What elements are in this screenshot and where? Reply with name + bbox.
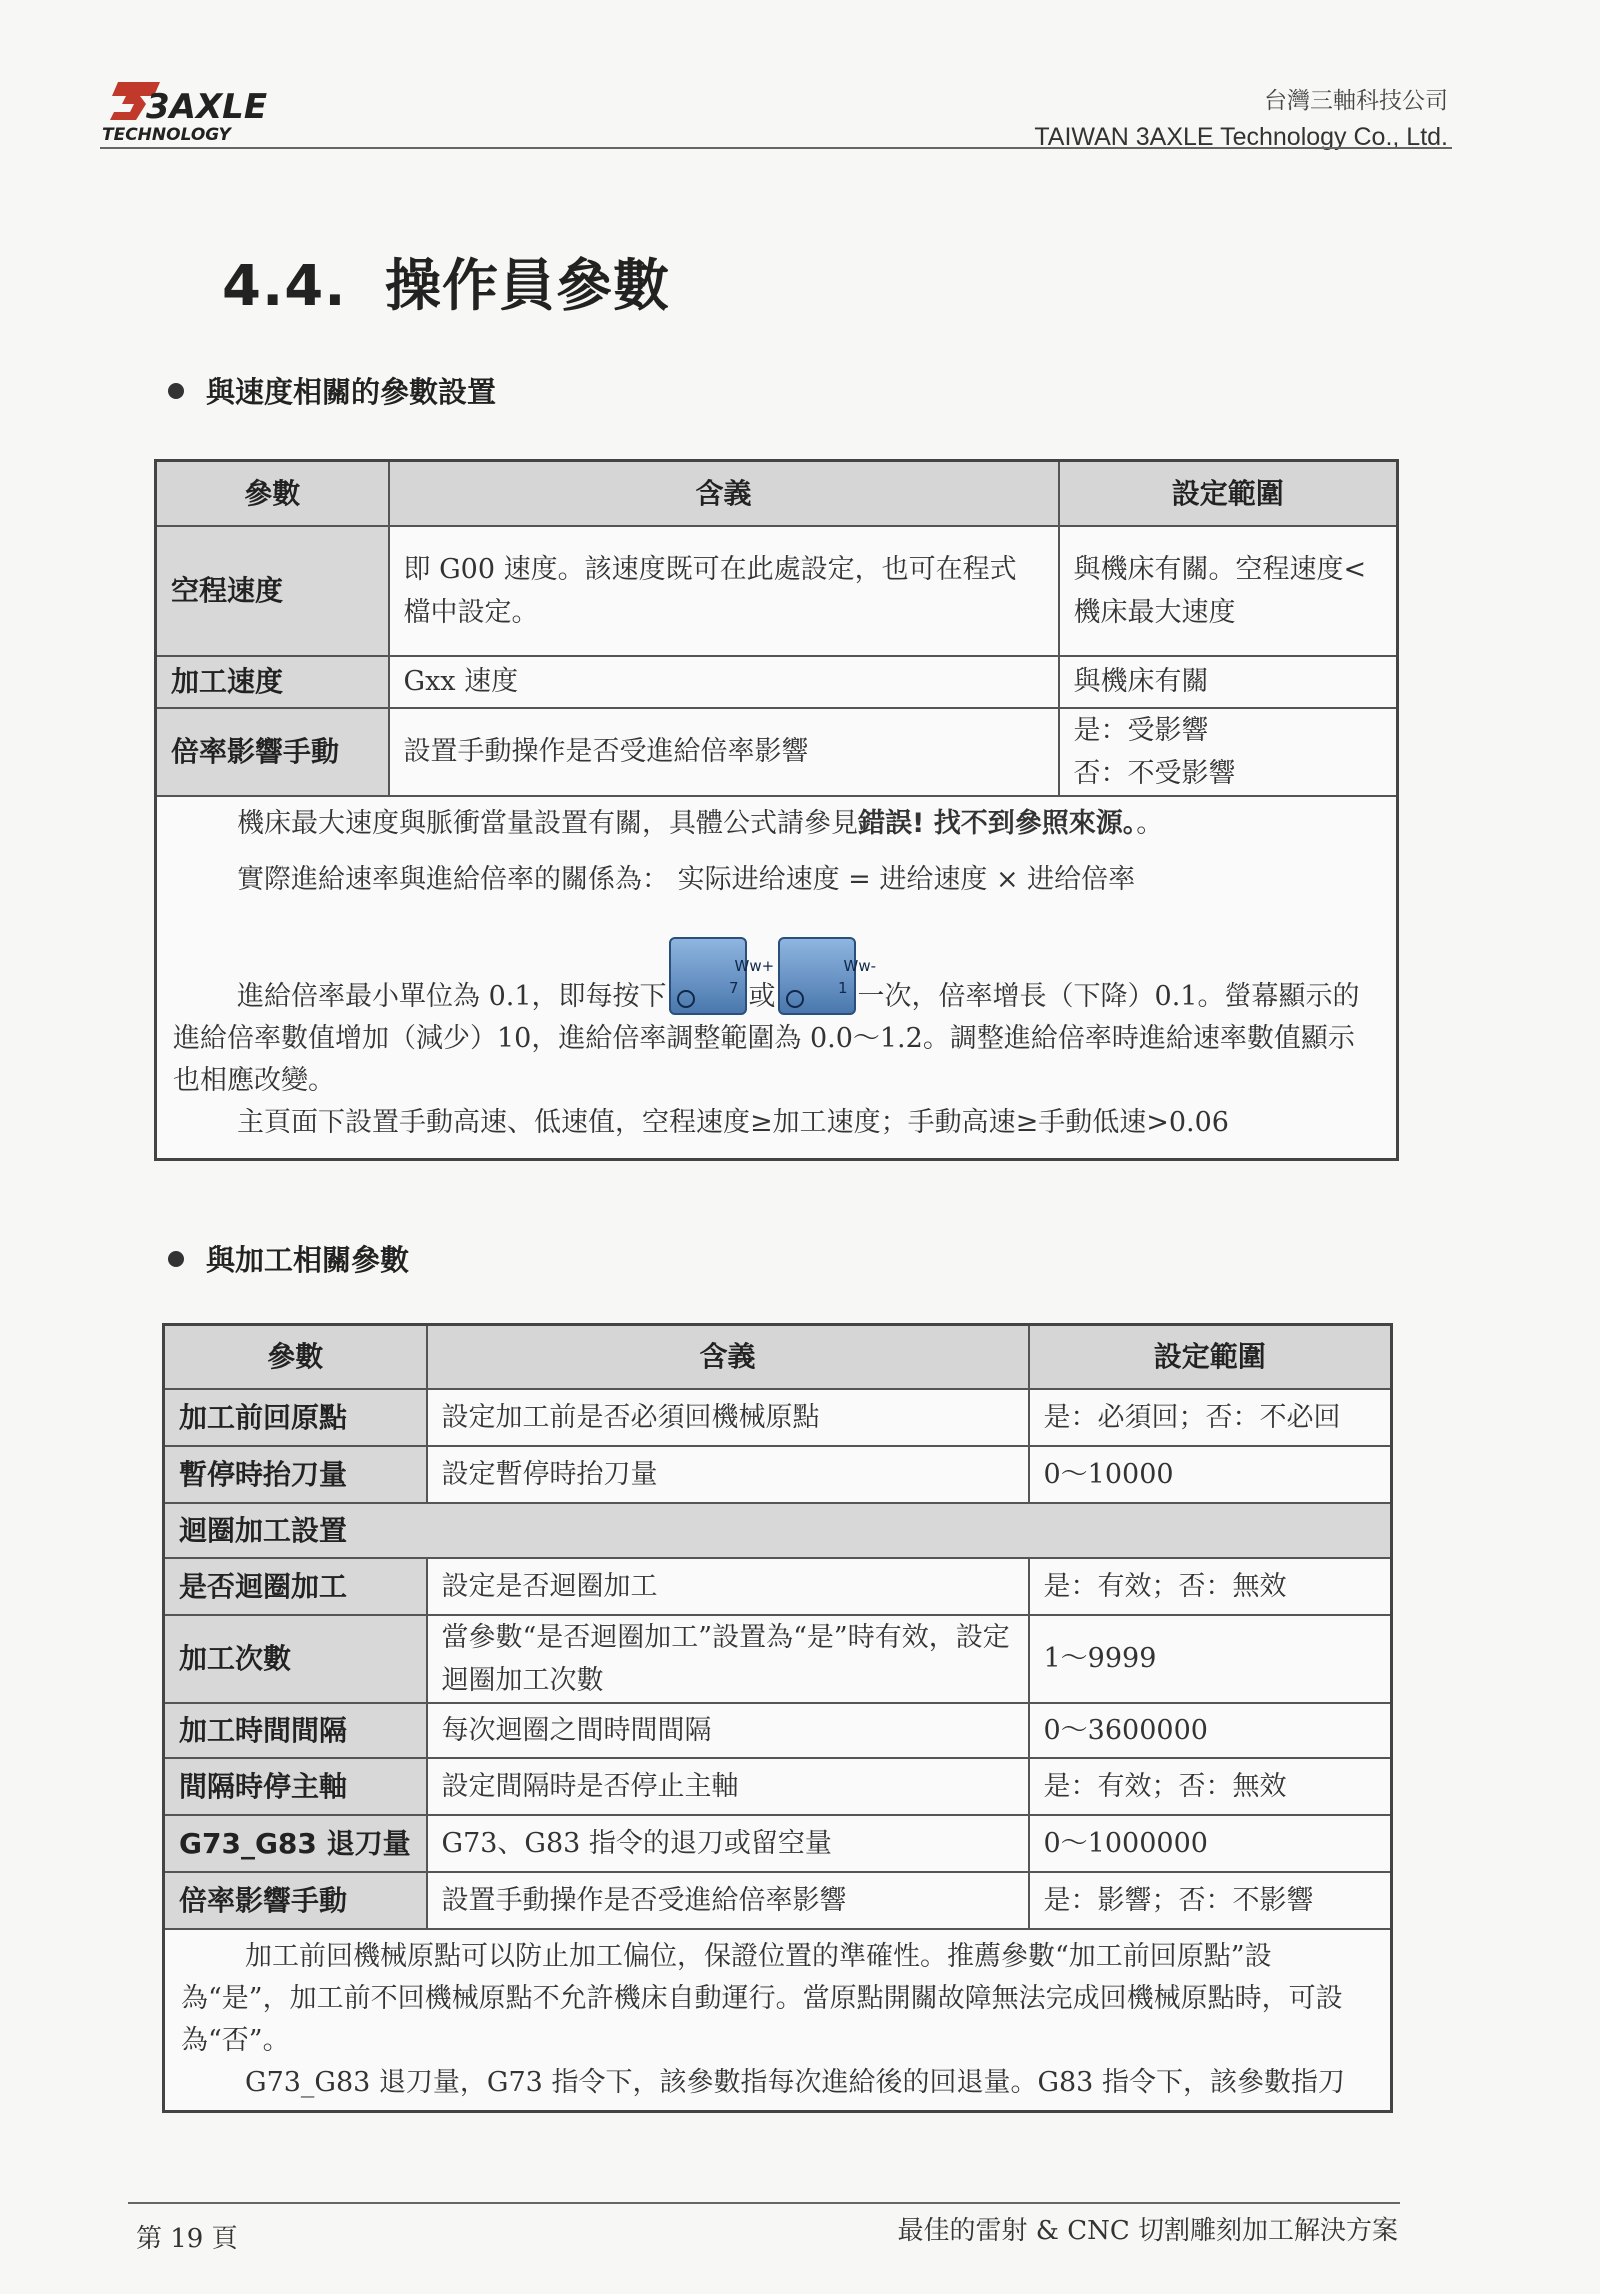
param-cell: 空程速度	[156, 526, 389, 656]
col-range: 設定範圍	[1029, 1325, 1392, 1389]
header-company	[1034, 82, 1448, 152]
meaning-cell: 設定是否迴圈加工	[427, 1558, 1029, 1615]
note-line: 機床最大速度與脈衝當量設置有關，具體公式請參見錯誤! 找不到參照來源。。	[237, 807, 1164, 839]
feed-rate-up-key-icon: Ww+ 7	[669, 937, 747, 1015]
param-cell: 加工前回原點	[164, 1389, 427, 1446]
param-cell: 是否迴圈加工	[164, 1558, 427, 1615]
table-row	[164, 1615, 1392, 1703]
note-line: 進給倍率最小單位為 0.1，即每按下 Ww+ 7 或 Ww- 1 一次，倍率增長（下降）0.1。螢幕顯示的進給倍率數值增加（減少）10，進給倍率調整範圍為 0.0～1.2。調整進給倍率時進給速率數值顯示也相應改變。	[173, 937, 1380, 1102]
ref-error: 錯誤! 找不到參照來源。	[858, 807, 1137, 839]
table-row	[164, 1758, 1392, 1815]
note-line: 加工前回機械原點可以防止加工偏位，保證位置的準確性。推薦參數“加工前回原點”設為“是”，加工前不回機械原點不允許機床自動運行。當原點開關故障無法完成回機械原點時，可設為“否”。	[181, 1940, 1343, 2056]
range-cell: 是：影響；否：不影響	[1029, 1872, 1392, 1929]
param-cell: 加工時間間隔	[164, 1703, 427, 1758]
table-row	[156, 656, 1398, 708]
page-number: 第 19 頁	[136, 2224, 238, 2254]
meaning-cell: 設置手動操作是否受進給倍率影響	[427, 1872, 1029, 1929]
col-range: 設定範圍	[1059, 461, 1398, 526]
company-name-en: TAIWAN 3AXLE Technology Co., Ltd.	[1034, 123, 1448, 151]
col-param: 參數	[164, 1325, 427, 1389]
param-cell: 暫停時抬刀量	[164, 1446, 427, 1503]
meaning-cell: 設置手動操作是否受進給倍率影響	[389, 708, 1059, 796]
param-cell: 間隔時停主軸	[164, 1758, 427, 1815]
meaning-cell: 設定暫停時抬刀量	[427, 1446, 1029, 1503]
param-cell: 加工速度	[156, 656, 389, 708]
range-cell: 與機床有關。空程速度<機床最大速度	[1059, 526, 1398, 656]
range-cell: 與機床有關	[1059, 656, 1398, 708]
table-row	[164, 1703, 1392, 1758]
range-cell: 是：必須回；否：不必回	[1029, 1389, 1392, 1446]
table-row	[156, 708, 1398, 796]
range-yes: 是：受影響	[1073, 714, 1209, 746]
col-meaning: 含義	[427, 1325, 1029, 1389]
col-meaning: 含義	[389, 461, 1059, 526]
logo-subtext: TECHNOLOGY	[102, 125, 231, 145]
bullet-icon	[168, 383, 184, 399]
machining-heading: 與加工相關參數	[168, 1238, 409, 1279]
param-cell: 倍率影響手動	[156, 708, 389, 796]
speed-params-table	[154, 459, 1399, 1161]
table-row	[164, 1446, 1392, 1503]
table-row	[164, 1558, 1392, 1615]
range-cell: 0～10000	[1029, 1446, 1392, 1503]
company-name-cn: 台灣三軸科技公司	[1264, 88, 1448, 114]
table-row	[164, 1872, 1392, 1929]
range-cell	[1059, 708, 1398, 796]
table-header-row	[156, 461, 1398, 526]
range-cell: 是：有效；否：無效	[1029, 1758, 1392, 1815]
machining-params-table	[162, 1323, 1393, 2113]
section-name: 操作員參數	[384, 254, 670, 319]
table-header-row	[164, 1325, 1392, 1389]
table-row	[164, 1389, 1392, 1446]
section-number: 4.4.	[222, 254, 347, 319]
header-divider	[100, 147, 1452, 149]
meaning-cell: G73、G83 指令的退刀或留空量	[427, 1815, 1029, 1872]
logo-wordmark: 3AXLE	[146, 87, 268, 127]
range-cell: 1～9999	[1029, 1615, 1392, 1703]
meaning-cell: 即 G00 速度。該速度既可在此處設定，也可在程式檔中設定。	[389, 526, 1059, 656]
group-cell: 迴圈加工設置	[164, 1503, 1392, 1558]
footer-divider	[128, 2202, 1400, 2204]
param-cell: G73_G83 退刀量	[164, 1815, 427, 1872]
note-line: G73_G83 退刀量，G73 指令下，該參數指每次進給後的回退量。G83 指令下，該參數指刀	[245, 2066, 1345, 2098]
machining-note	[164, 1929, 1392, 2112]
meaning-cell: 設定間隔時是否停止主軸	[427, 1758, 1029, 1815]
param-cell: 倍率影響手動	[164, 1872, 427, 1929]
note-row	[164, 1929, 1392, 2112]
param-cell: 加工次數	[164, 1615, 427, 1703]
range-cell: 是：有效；否：無效	[1029, 1558, 1392, 1615]
table-row	[156, 526, 1398, 656]
footer-slogan: 最佳的雷射 & CNC 切割雕刻加工解決方案	[897, 2216, 1398, 2246]
range-no: 否：不受影響	[1073, 757, 1236, 789]
speed-note	[156, 796, 1398, 1160]
table-row	[164, 1815, 1392, 1872]
note-row	[156, 796, 1398, 1160]
speed-heading: 與速度相關的參數設置	[168, 370, 496, 411]
note-line: 主頁面下設置手動高速、低速值，空程速度≥加工速度；手動高速≥手動低速>0.06	[237, 1106, 1229, 1138]
col-param: 參數	[156, 461, 389, 526]
meaning-cell: 設定加工前是否必須回機械原點	[427, 1389, 1029, 1446]
feed-rate-down-key-icon: Ww- 1	[778, 937, 856, 1015]
note-line: 實際進給速率與進給倍率的關係為： 实际进给速度 = 进给速度 × 进给倍率	[237, 863, 1136, 895]
table-group-row	[164, 1503, 1392, 1558]
section-title	[222, 242, 670, 322]
meaning-cell: 當參數“是否迴圈加工”設置為“是”時有效，設定迴圈加工次數	[427, 1615, 1029, 1703]
range-cell: 0～3600000	[1029, 1703, 1392, 1758]
bullet-icon	[168, 1251, 184, 1267]
meaning-cell: 每次迴圈之間時間間隔	[427, 1703, 1029, 1758]
range-cell: 0～1000000	[1029, 1815, 1392, 1872]
meaning-cell: Gxx 速度	[389, 656, 1059, 708]
company-logo	[100, 74, 280, 148]
